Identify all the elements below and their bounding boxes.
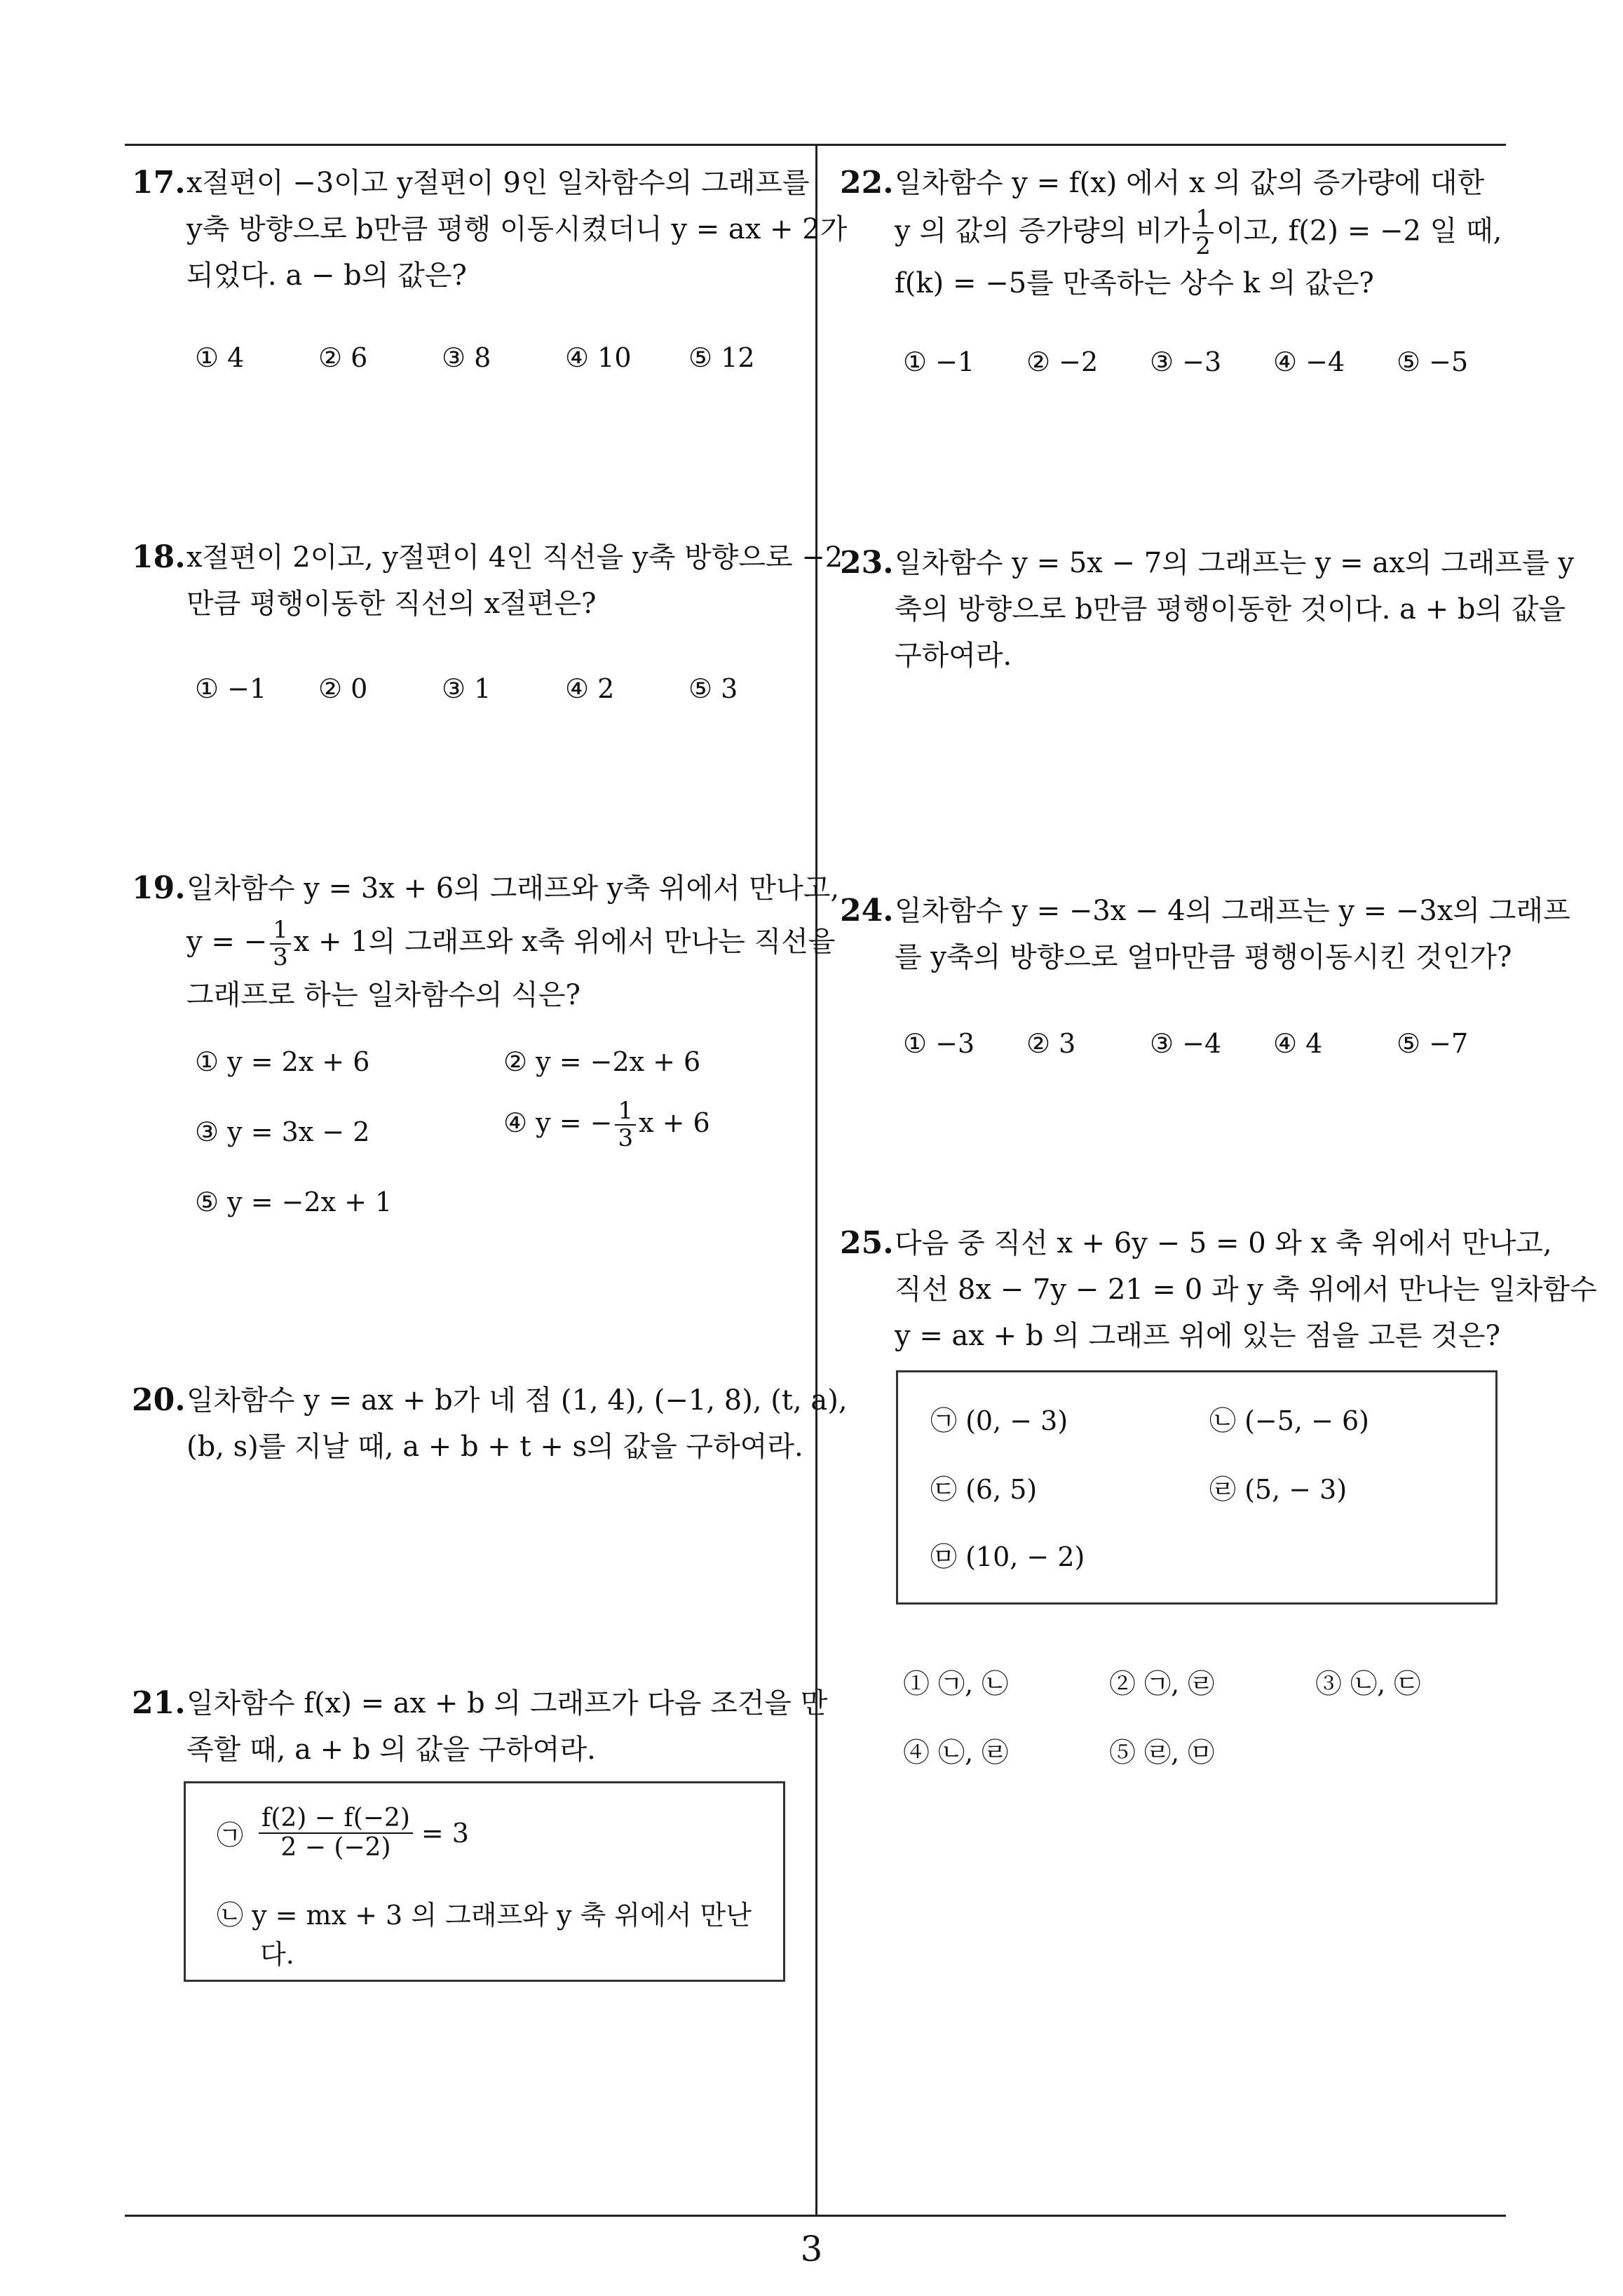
question-22 [840, 160, 1502, 306]
stem-line: y = − $\frac{1}{3}$ x + 1의 그래프와 x축 위에서 만나는 직선을 [186, 915, 836, 971]
question-number: 20. [132, 1382, 186, 1418]
choice-2[interactable]: ② 3 [1026, 1028, 1076, 1059]
question-number: 22. [840, 165, 894, 201]
choice-4[interactable]: ④ y = − $\frac{1}{3}$ x + 6 [503, 1097, 710, 1153]
question-stem [895, 540, 1574, 679]
bottom-rule [125, 2215, 1506, 2217]
stem-line: 일차함수 y = 3x + 6의 그래프와 y축 위에서 만나고, [186, 872, 840, 905]
stem-line: 직선 8x − 7y − 21 = 0 과 y 축 위에서 만나는 일차함수 [895, 1274, 1597, 1306]
choice-1[interactable]: ① ㉠, ㉡ [903, 1668, 1009, 1699]
stem-line: 족할 때, a + b 의 값을 구하여라. [186, 1734, 596, 1766]
question-stem [895, 160, 1502, 306]
stem-line: (b, s)를 지날 때, a + b + t + s의 값을 구하여라. [186, 1431, 803, 1463]
choice-4[interactable]: ④ −4 [1273, 346, 1345, 377]
stem-line: 되었다. a − b의 값은? [186, 259, 467, 292]
choice-3[interactable]: ③ ㉡, ㉢ [1315, 1668, 1421, 1699]
question-stem [186, 865, 839, 1018]
question-18 [132, 534, 843, 627]
stem-line: 일차함수 y = ax + b가 네 점 (1, 4), (−1, 8), (t, a), [186, 1384, 848, 1417]
stem-line: 다음 중 직선 x + 6y − 5 = 0 와 x 축 위에서 만나고, [895, 1227, 1552, 1260]
question-19 [132, 865, 839, 1018]
choice-2[interactable]: ② ㉠, ㉣ [1109, 1668, 1215, 1699]
question-stem [186, 1377, 848, 1470]
page-number: 3 [800, 2229, 823, 2269]
choice-4[interactable]: ④ 4 [1273, 1028, 1323, 1059]
question-stem [895, 1220, 1597, 1359]
choice-1[interactable]: ① −3 [903, 1028, 975, 1059]
question-stem [895, 888, 1570, 980]
stem-line: 구하여라. [895, 640, 1012, 672]
point-option: ㉠ (0, − 3) [930, 1405, 1068, 1436]
choice-1[interactable]: ① 4 [195, 342, 245, 373]
question-number: 18. [132, 539, 186, 575]
condition-2: ㉡ y = mx + 3 의 그래프와 y 축 위에서 만난 다. [217, 1900, 752, 1970]
stem-line: y 의 값의 증가량의 비가 $\frac{1}{2}$ 이고, f(2) = −2 일 때, [895, 205, 1502, 261]
choice-2[interactable]: ② −2 [1026, 346, 1099, 377]
stem-line: 일차함수 y = 5x − 7의 그래프는 y = ax의 그래프를 y [895, 547, 1575, 579]
point-option: ㉡ (−5, − 6) [1209, 1405, 1370, 1436]
point-option: ㉢ (6, 5) [930, 1474, 1038, 1505]
stem-line: 일차함수 y = −3x − 4의 그래프는 y = −3x의 그래프 [895, 895, 1570, 927]
stem-line: 일차함수 y = f(x) 에서 x 의 값의 증가량에 대한 [895, 167, 1485, 199]
points-box [896, 1370, 1498, 1605]
question-number: 17. [132, 165, 186, 201]
conditions-box [184, 1781, 785, 1982]
question-stem [186, 1680, 827, 1773]
point-option: ㉤ (10, − 2) [930, 1541, 1085, 1572]
question-number: 25. [840, 1225, 894, 1261]
question-stem [186, 160, 847, 299]
question-number: 19. [132, 870, 186, 906]
column-divider [815, 144, 817, 2216]
choice-2[interactable]: ② 6 [318, 342, 368, 373]
point-option: ㉣ (5, − 3) [1209, 1474, 1347, 1505]
choice-5[interactable]: ⑤ −7 [1397, 1028, 1469, 1059]
choice-3[interactable]: ③ y = 3x − 2 [195, 1116, 370, 1147]
choice-3[interactable]: ③ −3 [1150, 346, 1222, 377]
stem-line: f(k) = −5를 만족하는 상수 k 의 값은? [895, 266, 1374, 299]
question-25 [840, 1220, 1597, 1359]
stem-line: 일차함수 f(x) = ax + b 의 그래프가 다음 조건을 만 [186, 1687, 828, 1720]
choice-5[interactable]: ⑤ y = −2x + 1 [195, 1187, 393, 1217]
fraction: $\frac{1}{3}$ [270, 917, 291, 971]
stem-line: x절편이 −3이고 y절편이 9인 일차함수의 그래프를 [186, 167, 810, 199]
stem-line: 만큼 평행이동한 직선의 x절편은? [186, 588, 597, 620]
choice-5[interactable]: ⑤ 3 [688, 673, 738, 704]
choice-2[interactable]: ② 0 [318, 673, 368, 704]
stem-line: 를 y축의 방향으로 얼마만큼 평행이동시킨 것인가? [895, 941, 1512, 973]
question-number: 24. [840, 893, 894, 928]
choice-1[interactable]: ① −1 [903, 346, 975, 377]
fraction: $\frac{1}{2}$ [1193, 206, 1214, 260]
question-stem [186, 534, 843, 627]
choice-3[interactable]: ③ −4 [1150, 1028, 1222, 1059]
fraction: $\frac{1}{3}$ [615, 1098, 636, 1152]
stem-line: x절편이 2이고, y절편이 4인 직선을 y축 방향으로 −2 [186, 541, 843, 574]
choice-5[interactable]: ⑤ ㉣, ㉤ [1109, 1737, 1215, 1768]
question-21 [132, 1680, 827, 1773]
question-24 [840, 888, 1570, 980]
choice-4[interactable]: ④ 2 [565, 673, 615, 704]
question-23 [840, 540, 1574, 679]
choice-2[interactable]: ② y = −2x + 6 [503, 1046, 701, 1077]
stem-line: 축의 방향으로 b만큼 평행이동한 것이다. a + b의 값을 [895, 593, 1566, 626]
question-20 [132, 1377, 848, 1470]
question-number: 21. [132, 1685, 186, 1721]
stem-line: y = ax + b 의 그래프 위에 있는 점을 고른 것은? [895, 1320, 1500, 1352]
choice-4[interactable]: ④ ㉡, ㉣ [903, 1737, 1009, 1768]
question-number: 23. [840, 545, 894, 581]
choice-5[interactable]: ⑤ −5 [1397, 346, 1469, 377]
stem-line: 그래프로 하는 일차함수의 식은? [186, 979, 580, 1011]
choice-1[interactable]: ① y = 2x + 6 [195, 1046, 370, 1077]
choice-3[interactable]: ③ 1 [442, 673, 491, 704]
question-17 [132, 160, 847, 299]
choice-4[interactable]: ④ 10 [565, 342, 632, 373]
fraction: $\frac{f(2) - f(-2)}{2 - (-2)}$ [259, 1804, 413, 1861]
stem-line: y축 방향으로 b만큼 평행 이동시켰더니 y = ax + 2가 [186, 213, 848, 245]
choice-1[interactable]: ① −1 [195, 673, 267, 704]
choice-5[interactable]: ⑤ 12 [688, 342, 755, 373]
condition-1: ㉠ $\frac{f(2) - f(-2)}{2 - (-2)}$ = 3 [217, 1804, 469, 1862]
choice-3[interactable]: ③ 8 [442, 342, 491, 373]
